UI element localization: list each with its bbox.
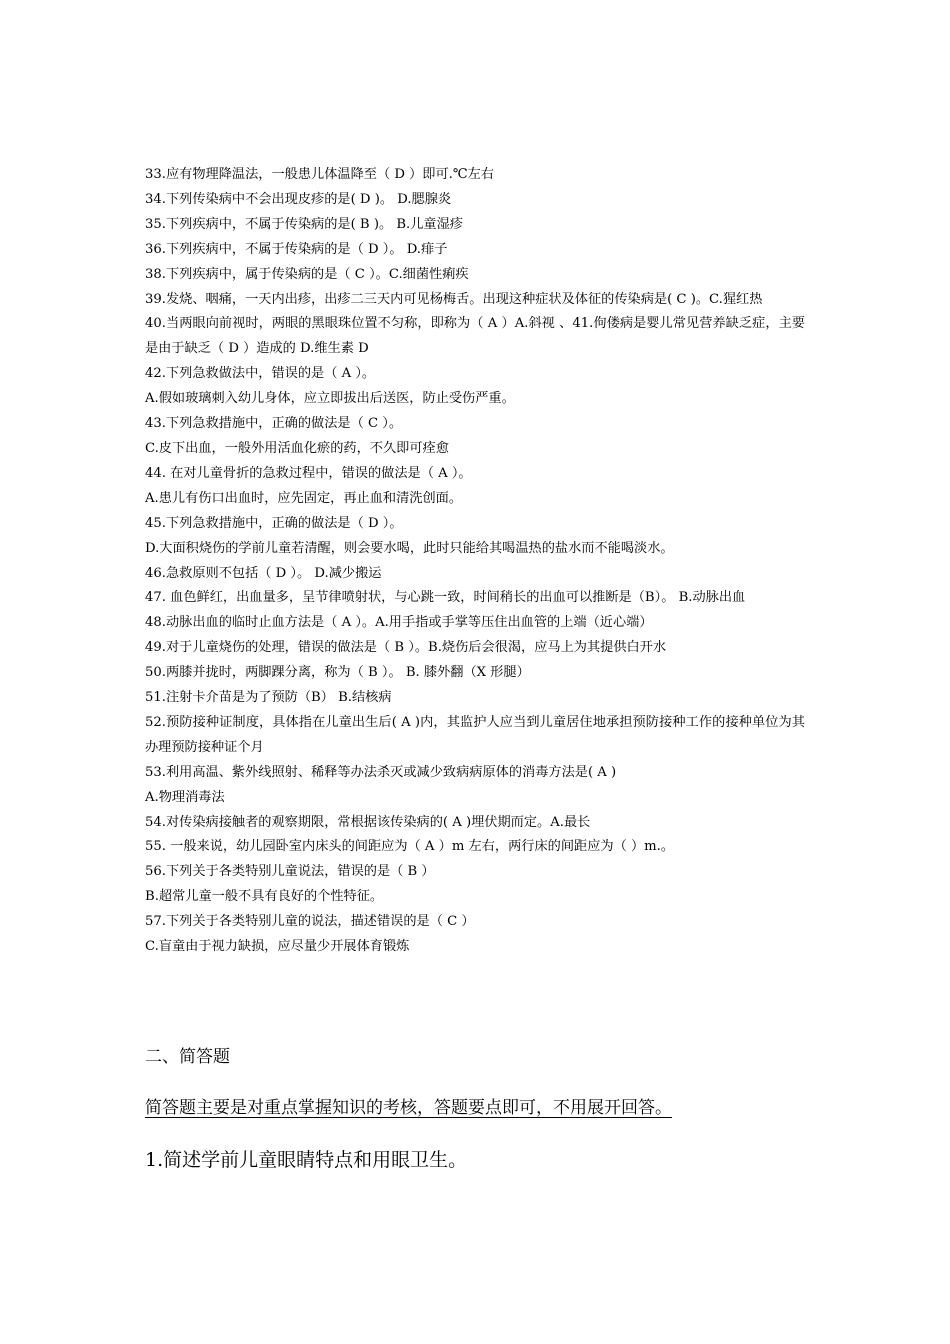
question-40-41: 40.当两眼向前视时，两眼的黑眼珠位置不匀称，即称为（ A ）A.斜视 、41.佝偻病是婴儿常见营养缺乏症，主要是由于缺乏（ D ）造成的 D.维生素 D [145, 316, 805, 357]
question-49: 49.对于儿童烧伤的处理，错误的做法是（ B ）。B.烧伤后会很渴，应马上为其提供白开水 [145, 640, 667, 656]
answer-56: B.超常儿童一般不具有良好的个性特征。 [145, 889, 384, 905]
answer-44: A.患儿有伤口出血时，应先固定，再止血和清洗创面。 [145, 490, 463, 506]
question-38: 38.下列疾病中，属于传染病的是（ C ）。C.细菌性痢疾 [145, 266, 469, 282]
answer-57: C.盲童由于视力缺损，应尽量少开展体育锻炼 [145, 939, 410, 955]
question-44: 44. 在对儿童骨折的急救过程中，错误的做法是（ A ）。 [145, 465, 472, 481]
question-46: 46.急救原则不包括（ D ）。 D.减少搬运 [145, 565, 382, 581]
question-36: 36.下列疾病中，不属于传染病的是（ D ）。 D.痱子 [145, 241, 448, 257]
question-35: 35.下列疾病中，不属于传染病的是( B )。 B.儿童湿疹 [145, 216, 463, 232]
answer-45: D.大面积烧伤的学前儿童若清醒，则会要水喝，此时只能给其喝温热的盐水而不能喝淡水。 [145, 540, 674, 556]
question-54: 54.对传染病接触者的观察期限，常根据该传染病的( A )埋伏期而定。A.最长 [145, 814, 591, 830]
short-answer-question-1: 1.简述学前儿童眼睛特点和用眼卫生。 [145, 1149, 468, 1171]
question-45: 45.下列急救措施中，正确的做法是（ D ）。 [145, 515, 403, 531]
section-note: 简答题主要是对重点掌握知识的考核，答题要点即可，不用展开回答。 [145, 1098, 672, 1118]
question-34: 34.下列传染病中不会出现皮疹的是( D )。 D.腮腺炎 [145, 191, 452, 207]
question-33: 33.应有物理降温法，一般患儿体温降至（ D ）即可.℃左右 [145, 167, 494, 182]
question-list [145, 163, 805, 960]
question-43: 43.下列急救措施中，正确的做法是（ C ）。 [145, 416, 403, 432]
question-56: 56.下列关于各类特别儿童说法，错误的是（ B ） [145, 864, 435, 880]
question-39: 39.发烧、咽痛，一天内出疹，出疹二三天内可见杨梅舌。出现这种症状及体征的传染病是( C )。C.猩红热 [145, 291, 763, 307]
question-52: 52.预防接种证制度，具体指在儿童出生后( A )内，其监护人应当到儿童居住地承担预防接种工作的接种单位为其办理预防接种证个月 [145, 714, 805, 755]
question-57: 57.下列关于各类特别儿童的说法，描述错误的是（ C ） [145, 914, 475, 930]
answer-42: A.假如玻璃刺入幼儿身体，应立即拔出后送医，防止受伤严重。 [145, 391, 515, 407]
question-53: 53.利用高温、紫外线照射、稀释等办法杀灭或减少致病病原体的消毒方法是( A ) [145, 764, 617, 780]
question-51: 51.注射卡介苗是为了预防（B） B.结核病 [145, 690, 392, 706]
question-55: 55. 一般来说，幼儿园卧室内床头的间距应为（ A ）m 左右，两行床的间距应为（ ）m.。 [145, 839, 675, 855]
answer-53: A.物理消毒法 [145, 789, 225, 805]
question-47: 47. 血色鲜红，出血量多，呈节律喷射状，与心跳一致，时间稍长的出血可以推断是（B）。 B.动脉出血 [145, 590, 746, 606]
question-48: 48.动脉出血的临时止血方法是（ A ）。A.用手指或手掌等压住出血管的上端（近心端） [145, 615, 653, 631]
question-42: 42.下列急救做法中，错误的是（ A ）。 [145, 366, 376, 382]
section-title: 二、简答题 [145, 1047, 230, 1067]
answer-43: C.皮下出血，一般外用活血化瘀的药，不久即可痊愈 [145, 440, 449, 456]
question-50: 50.两膝并拢时，两脚踝分离，称为（ B ）。 B. 膝外翻（X 形腿） [145, 665, 530, 681]
